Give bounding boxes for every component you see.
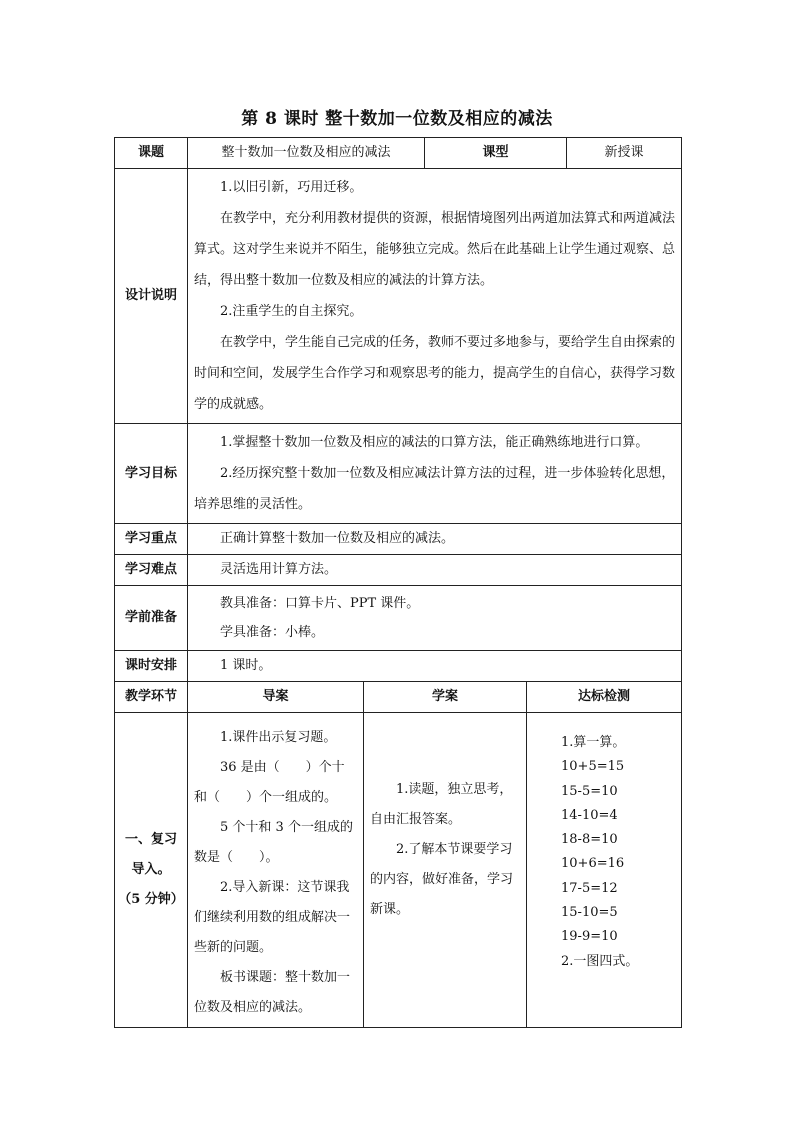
header-row [115, 138, 682, 169]
stage-cell [115, 713, 188, 1028]
study-cell [364, 713, 527, 1028]
goals-paragraph: 2.经历探究整十数加一位数及相应减法计算方法的过程，进一步体验转化思想，培养思维的灵活性。 [194, 466, 675, 512]
guide-paragraph: 36 是由（ ）个十和（ ）个一组成的。 [194, 760, 345, 805]
check-line: 19-9=10 [561, 929, 618, 945]
type-value: 新授课 [567, 138, 682, 169]
stage-line: 一、复习 [124, 832, 177, 847]
prep-row [115, 586, 682, 651]
key-row [115, 524, 682, 555]
guide-paragraph: 5 个十和 3 个一组成的数是（ ）。 [194, 820, 353, 865]
column-check: 达标检测 [527, 682, 682, 713]
key-text: 正确计算整十数加一位数及相应的减法。 [220, 531, 455, 546]
stage-row [115, 713, 682, 1028]
design-content [188, 169, 682, 424]
check-line: 15-10=5 [561, 905, 618, 921]
check-line: 2.一图四式。 [561, 953, 639, 969]
study-paragraph: 2.了解本节课要学习的内容，做好准备，学习新课。 [370, 842, 514, 917]
guide-cell [188, 713, 364, 1028]
stage-line: （5 分钟） [118, 892, 184, 907]
check-line: 10+6=16 [561, 856, 625, 872]
check-line: 14-10=4 [561, 807, 618, 823]
design-paragraph: 1.以旧引新，巧用迁移。 [220, 180, 363, 195]
column-header-row [115, 682, 682, 713]
column-study: 学案 [364, 682, 527, 713]
difficulty-text: 灵活选用计算方法。 [220, 562, 338, 577]
schedule-row [115, 651, 682, 682]
prep-content [188, 586, 682, 651]
topic-label: 课题 [115, 138, 188, 169]
check-line: 18-8=10 [561, 832, 618, 848]
design-paragraph: 在教学中，充分利用教材提供的资源，根据情境图列出两道加法算式和两道减法算式。这对学生来说并不陌生，能够独立完成。然后在此基础上让学生通过观察、总结，得出整十数加一位数及相应的减法的计算方法。 [194, 211, 676, 288]
guide-paragraph: 1.课件出示复习题。 [220, 730, 337, 745]
check-line: 10+5=15 [561, 759, 625, 775]
goals-label: 学习目标 [115, 424, 188, 524]
schedule-label: 课时安排 [115, 651, 188, 682]
design-paragraph: 在教学中，学生能自己完成的任务，教师不要过多地参与，要给学生自由探索的时间和空间，发展学生合作学习和观察思考的能力，提高学生的自信心，获得学习数学的成就感。 [194, 335, 676, 412]
column-guide: 导案 [188, 682, 364, 713]
lesson-plan-table [114, 137, 682, 1028]
prep-line: 教具准备：口算卡片、PPT 课件。 [220, 596, 420, 611]
design-paragraph: 2.注重学生的自主探究。 [220, 304, 363, 319]
check-line: 15-5=10 [561, 783, 618, 799]
goals-row [115, 424, 682, 524]
schedule-text: 1 课时。 [220, 658, 272, 673]
page-title: 第 8 课时 整十数加一位数及相应的减法 [241, 109, 553, 129]
prep-line: 学具准备：小棒。 [220, 625, 325, 640]
design-row [115, 169, 682, 424]
key-label: 学习重点 [115, 524, 188, 555]
type-label: 课型 [425, 138, 567, 169]
check-line: 17-5=12 [561, 880, 618, 896]
design-label: 设计说明 [115, 169, 188, 424]
difficulty-label: 学习难点 [115, 555, 188, 586]
column-stage: 教学环节 [115, 682, 188, 713]
difficulty-content [188, 555, 682, 586]
goals-content [188, 424, 682, 524]
topic-value: 整十数加一位数及相应的减法 [188, 138, 425, 169]
schedule-content [188, 651, 682, 682]
difficulty-row [115, 555, 682, 586]
check-cell [527, 713, 682, 1028]
goals-paragraph: 1.掌握整十数加一位数及相应的减法的口算方法，能正确熟练地进行口算。 [220, 435, 649, 450]
study-paragraph: 1.读题，独立思考，自由汇报答案。 [370, 782, 513, 827]
guide-paragraph: 板书课题：整十数加一位数及相应的减法。 [194, 970, 351, 1015]
key-content [188, 524, 682, 555]
check-line: 1.算一算。 [561, 735, 626, 750]
stage-line: 导入。 [131, 862, 171, 877]
guide-paragraph: 2.导入新课：这节课我们继续利用数的组成解决一些新的问题。 [194, 880, 351, 955]
prep-label: 学前准备 [115, 586, 188, 651]
